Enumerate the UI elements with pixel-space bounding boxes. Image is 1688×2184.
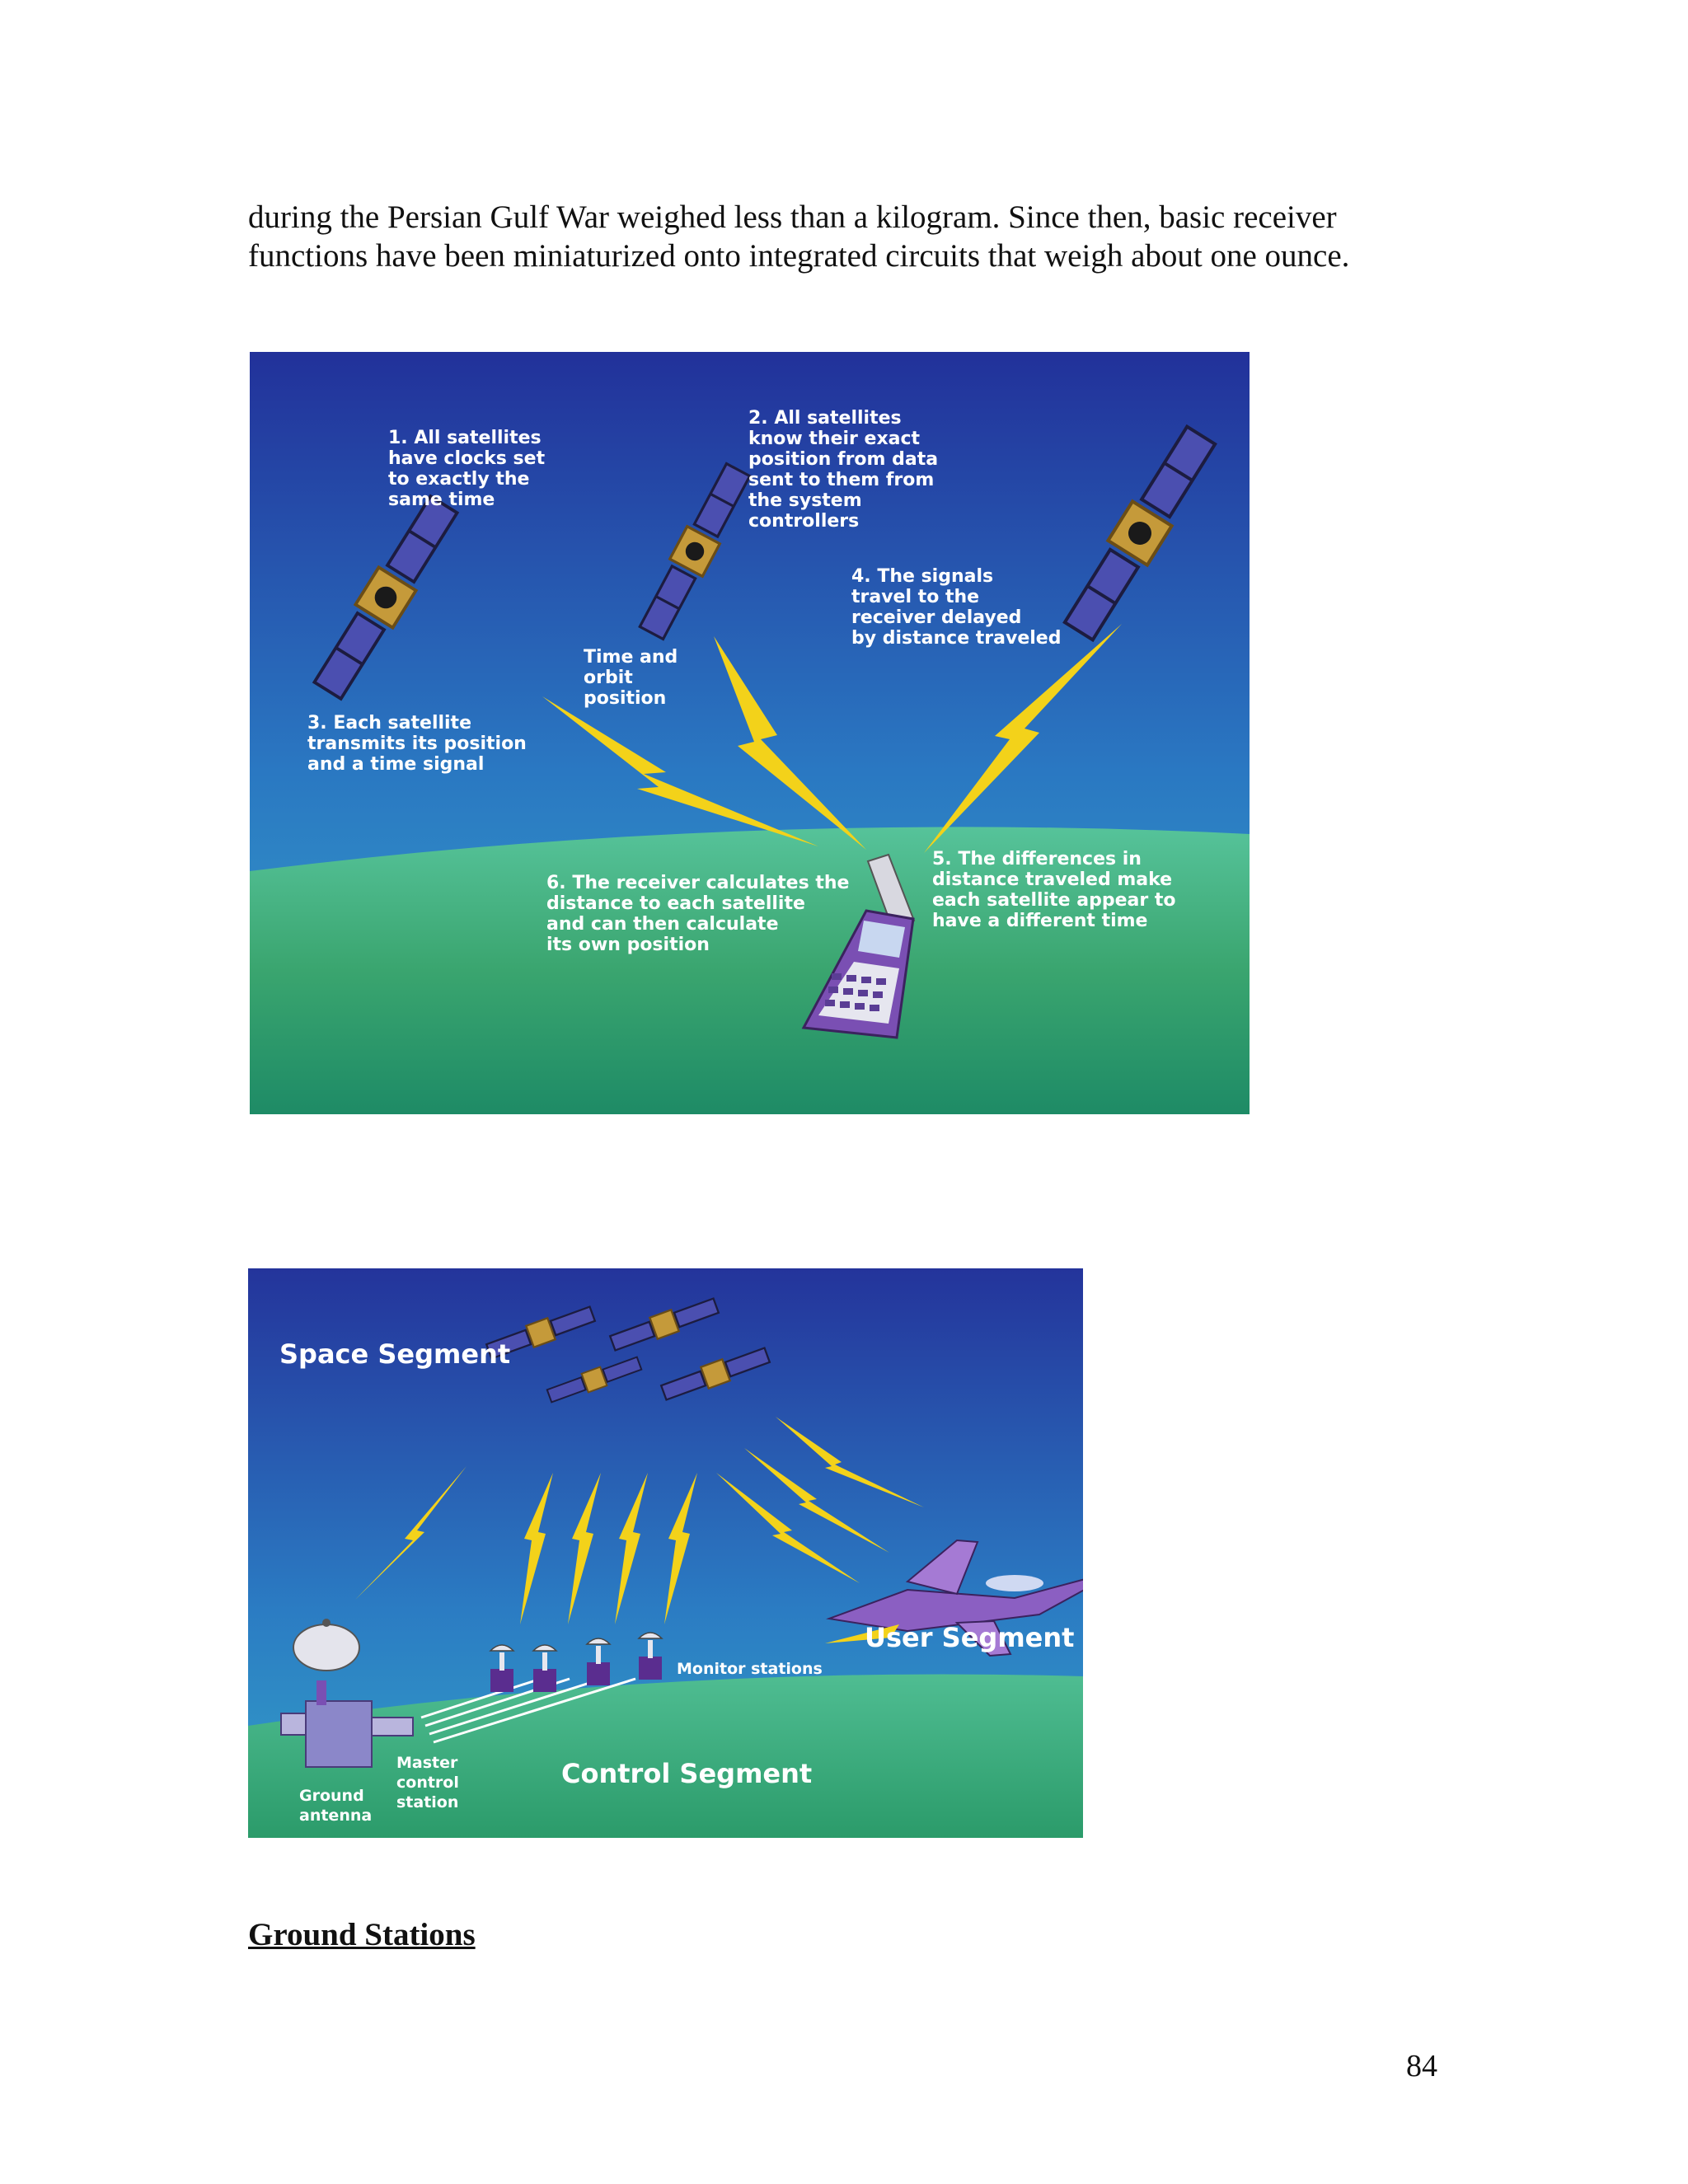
- intro-line-2: functions have been miniaturized onto integrated circuits that weigh about one ounce.: [248, 238, 1350, 274]
- step-1-label: 1. All satellites have clocks set to exactly the same time: [388, 428, 546, 510]
- master-control-station-label: Master control station: [396, 1754, 459, 1811]
- step-6-label: 6. The receiver calculates the distance to each satellite and can then calculate its own position: [546, 873, 850, 955]
- step-3-label: 3. Each satellite transmits its position and a time signal: [307, 713, 527, 775]
- intro-line-1: during the Persian Gulf War weighed less than a kilogram. Since then, basic receiver: [248, 199, 1337, 235]
- space-segment-label: Space Segment: [279, 1338, 511, 1370]
- user-segment-label: User Segment: [865, 1622, 1075, 1653]
- step-5-label: 5. The differences in distance traveled make each satellite appear to have a different time: [932, 849, 1176, 931]
- time-orbit-label: Time and orbit position: [584, 647, 678, 709]
- gps-segments-figure: [248, 1268, 1083, 1838]
- control-segment-label: Control Segment: [561, 1758, 813, 1789]
- step-2-label: 2. All satellites know their exact position from data sent to them from the system controllers: [748, 408, 939, 532]
- page-number: 84: [1406, 2049, 1437, 2083]
- intro-paragraph: [248, 198, 1435, 275]
- ground-stations-heading: Ground Stations: [248, 1917, 476, 1952]
- monitor-stations-label: Monitor stations: [677, 1660, 823, 1678]
- step-4-label: 4. The signals travel to the receiver delayed by distance traveled: [851, 566, 1062, 649]
- gps-principle-figure: [250, 352, 1250, 1114]
- ground-antenna-label: Ground antenna: [299, 1787, 373, 1825]
